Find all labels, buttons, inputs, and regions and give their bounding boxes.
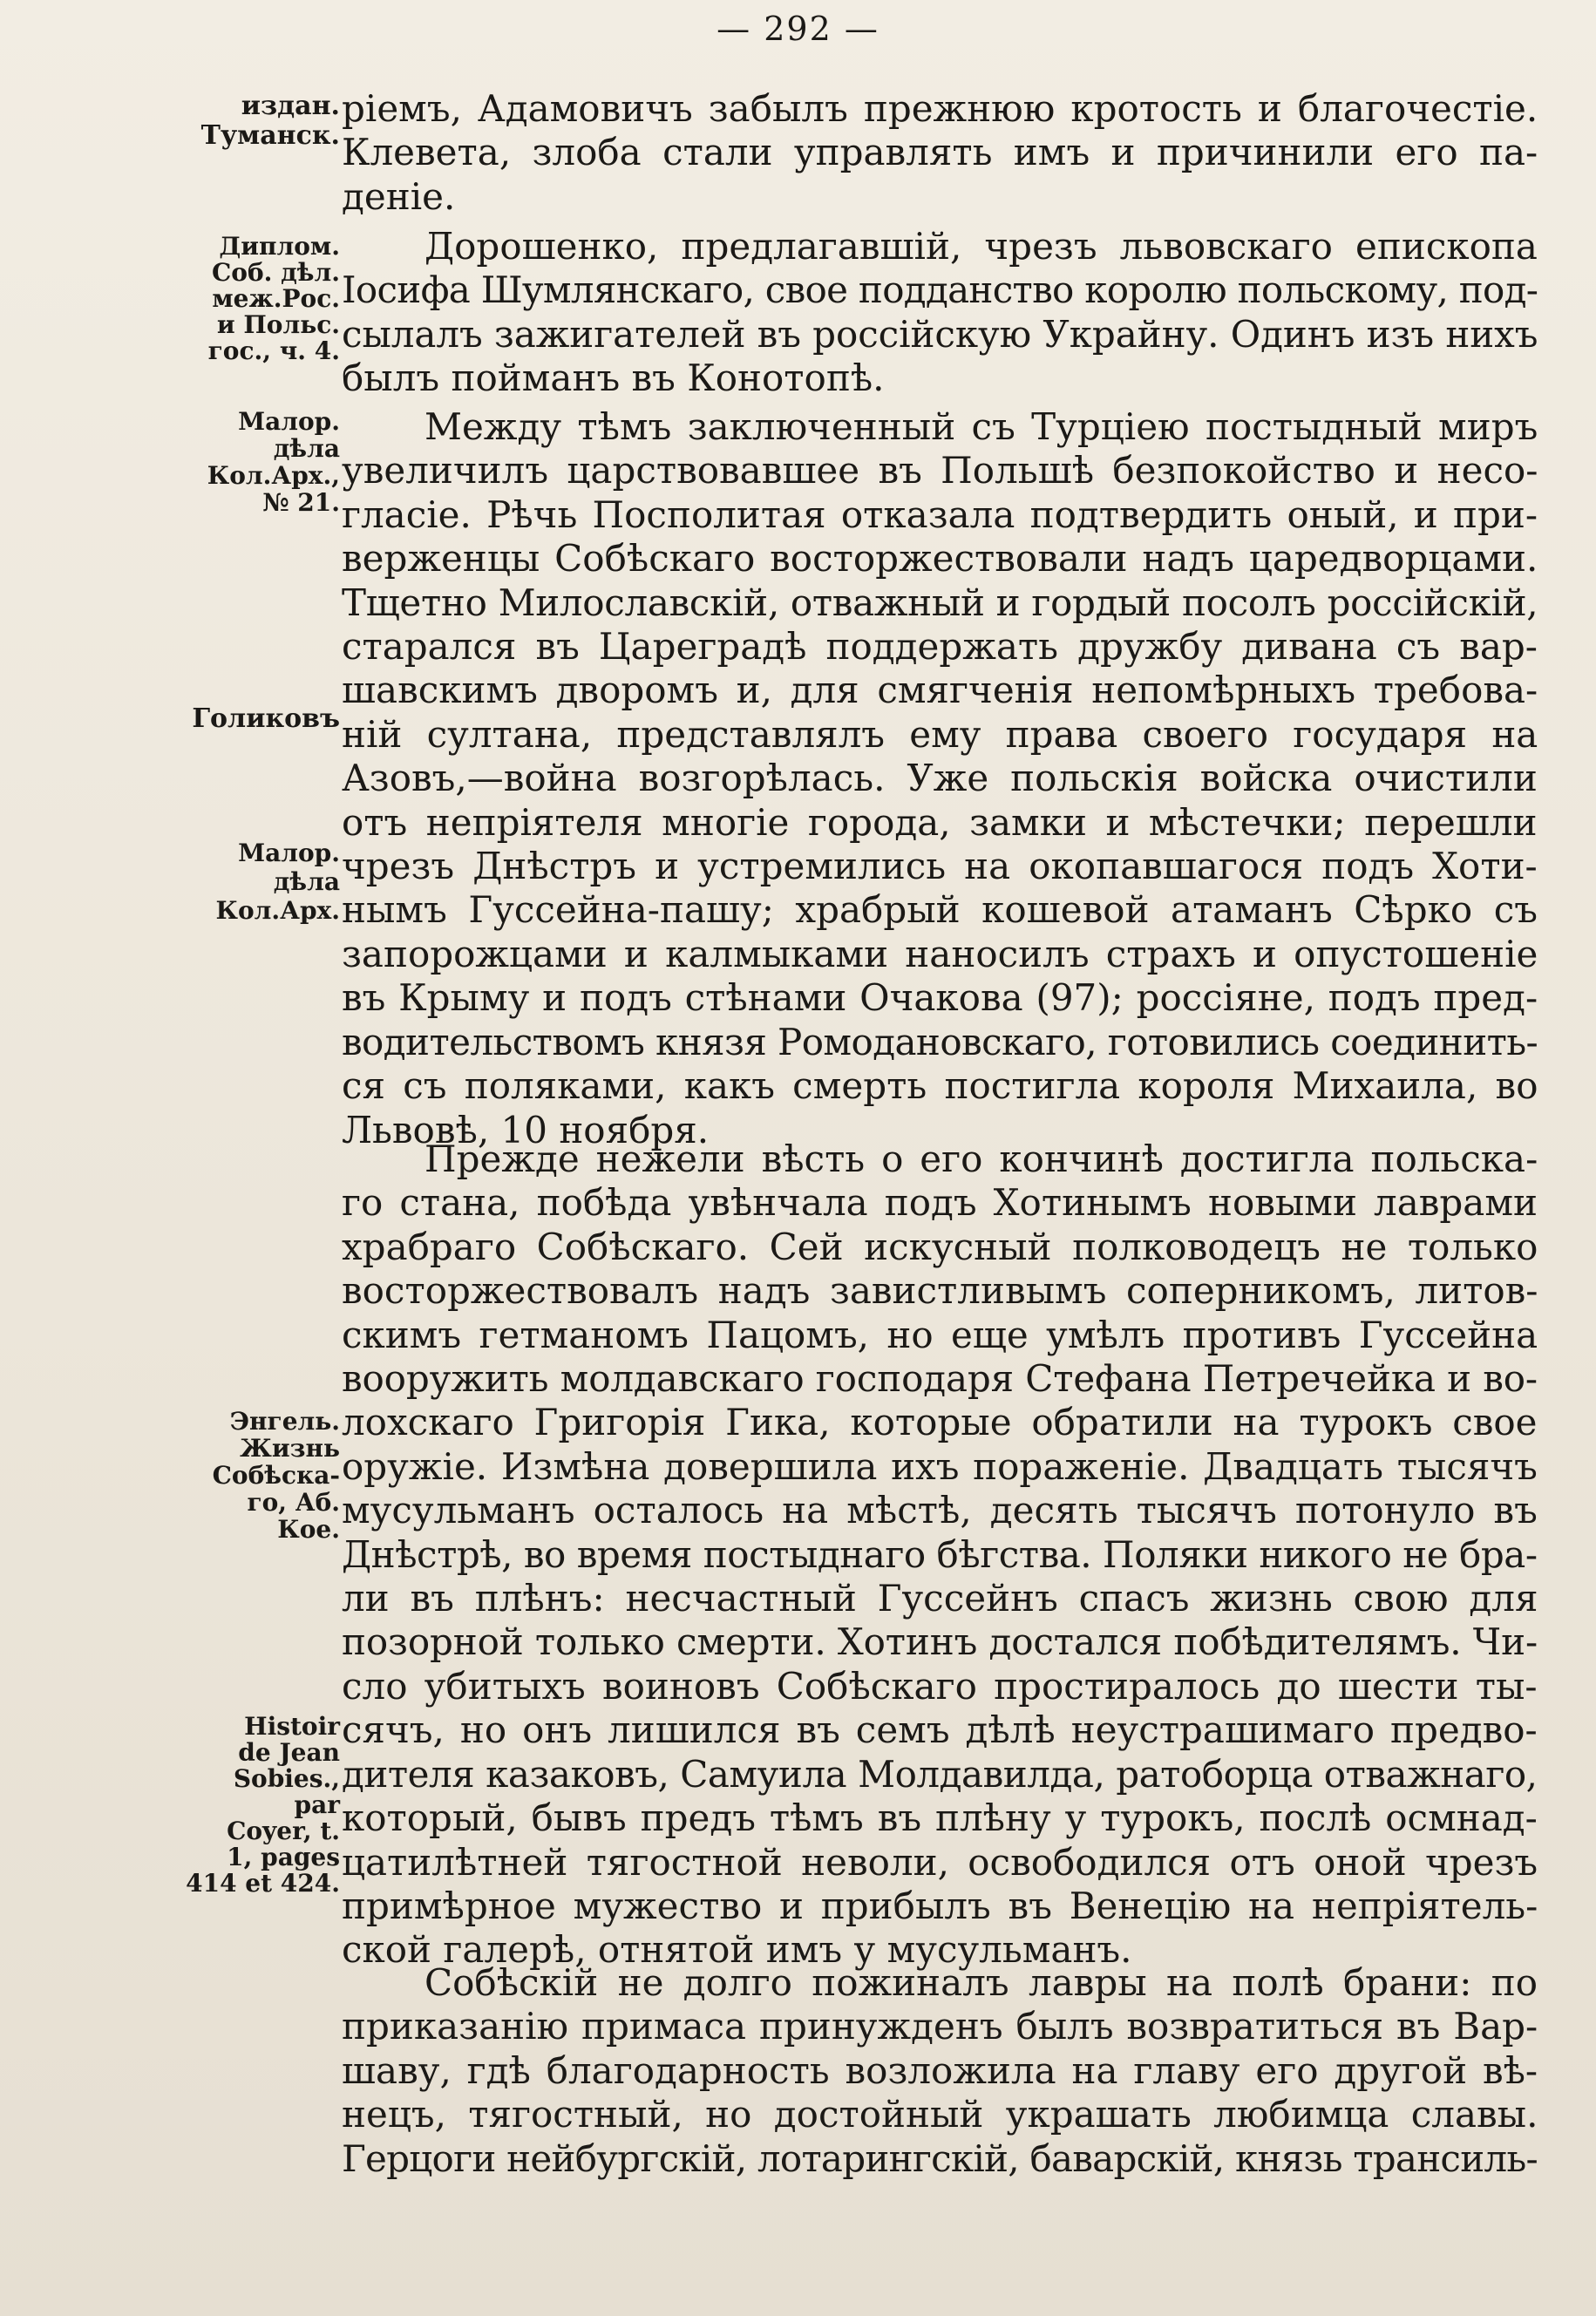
margin-note-engel: Энгель. Жизнь Собѣска- го, Аб. Кое. [212, 1407, 340, 1544]
paragraph-3 [342, 405, 1538, 1152]
text-line: шавскимъ дворомъ и, для смягченія непомѣрныхъ требова- [342, 669, 1538, 712]
paragraph-4 [342, 1138, 1538, 1973]
text-line: ріемъ, Адамовичъ забылъ прежнюю кротость и благочестіе. [342, 87, 1538, 130]
text-line: вооружить молдавскаго господаря Стефана Петречейка и во- [342, 1357, 1538, 1401]
text-line: го стана, побѣда увѣнчала подъ Хотинымъ новыми лаврами [342, 1181, 1538, 1225]
text-line: нымъ Гуссейна-пашу; храбрый кошевой атаманъ Сѣрко съ [342, 888, 1538, 932]
text-line: ній султана, представлялъ ему права своего государя на [342, 712, 1538, 756]
text-line: деніе. [342, 174, 456, 218]
margin-note-histoir: Histoir de Jean Sobies., par Coyer, t. 1, pages 414 et 424. [186, 1712, 340, 1898]
text-line: Іосифа Шумлянскаго, свое подданство королю польскому, под- [342, 268, 1538, 312]
text-line: ли въ плѣнъ: несчастный Гуссейнъ спасъ жизнь свою для [342, 1577, 1538, 1620]
margin-note-malor-21: Малор. дѣла Кол.Арх., № 21. [207, 407, 340, 517]
margin-note-diplom: Диплом. Соб. дѣл. меж.Рос. и Польс. гос., ч. 4. [207, 232, 340, 365]
text-line: цатилѣтней тягостной неволи, освободился отъ оной чрезъ [342, 1840, 1538, 1884]
text-line: шаву, гдѣ благодарность возложила на главу его другой вѣ- [342, 2048, 1538, 2092]
text-line: храбраго Собѣскаго. Сей искусный полководецъ не только [342, 1225, 1538, 1268]
text-line: отъ непріятеля многіе города, замки и мѣстечки; перешли [342, 800, 1538, 844]
text-line: ской галерѣ, отнятой имъ у мусульманъ. [342, 1928, 1132, 1972]
text-line: Тщетно Милославскій, отважный и гордый посолъ россійскій, [342, 581, 1538, 624]
text-line: дителя казаковъ, Самуила Молдавилда, ратоборца отважнаго, [342, 1752, 1538, 1796]
text-line: верженцы Собѣскаго восторжествовали надъ царедворцами. [342, 537, 1538, 581]
text-line: запорожцами и калмыками наносилъ страхъ и опустошеніе [342, 932, 1538, 975]
text-line: Азовъ,—война возгорѣлась. Уже польскія войска очистили [342, 757, 1538, 800]
text-line: сылалъ зажигателей въ россійскую Украйну. Одинъ изъ нихъ [342, 312, 1538, 356]
text-line: Между тѣмъ заключенный съ Турціею постыдный миръ [424, 405, 1538, 448]
margin-note-tumansk: издан. Туманск. [200, 91, 340, 151]
text-line: гласіе. Рѣчь Посполитая отказала подтвердить оный, и при- [342, 492, 1538, 536]
margin-note-golikov: Голиковъ [192, 703, 340, 734]
text-line: сячъ, но онъ лишился въ семъ дѣлѣ неустрашимаго предво- [342, 1708, 1538, 1752]
text-line: который, бывъ предъ тѣмъ въ плѣну у турокъ, послѣ осмнад- [342, 1796, 1538, 1840]
text-line: Клевета, злоба стали управлять имъ и причинили его па- [342, 131, 1538, 174]
text-line: нецъ, тягостный, но достойный украшать любимца славы. [342, 2093, 1538, 2136]
text-line: Днѣстрѣ, во время постыднаго бѣгства. Поляки никого не бра- [342, 1532, 1538, 1576]
text-line: сло убитыхъ воиновъ Собѣскаго простиралось до шести ты- [342, 1664, 1538, 1708]
text-line: въ Крыму и подъ стѣнами Очакова (97); россіяне, подъ пред- [342, 976, 1538, 1020]
page-number: — 292 — [717, 10, 879, 48]
text-line: ся съ поляками, какъ смерть постигла короля Михаила, во [342, 1064, 1538, 1108]
text-line: мусульманъ осталось на мѣстѣ, десять тысячъ потонуло въ [342, 1489, 1538, 1532]
text-line: Львовѣ, 10 ноября. [342, 1108, 710, 1151]
text-line: увеличилъ царствовавшее въ Польшѣ безпокойство и несо- [342, 449, 1538, 492]
text-line: позорной только смерти. Хотинъ достался побѣдителямъ. Чи- [342, 1620, 1538, 1664]
text-line: лохскаго Григорія Гика, которые обратили на турокъ свое [342, 1401, 1538, 1444]
text-line: Собѣскій не долго пожиналъ лавры на полѣ брани: по [424, 1961, 1538, 2004]
paragraph-5 [342, 1961, 1538, 2181]
text-line: скимъ гетманомъ Пацомъ, но еще умѣлъ противъ Гуссейна [342, 1313, 1538, 1356]
text-line: примѣрное мужество и прибылъ въ Венецію на непріятель- [342, 1884, 1538, 1927]
text-line: водительствомъ князя Ромодановскаго, готовились соединить- [342, 1020, 1538, 1063]
text-line: чрезъ Днѣстръ и устремились на окопавшагося подъ Хоти- [342, 845, 1538, 888]
text-line: старался въ Цареградѣ поддержать дружбу дивана съ вар- [342, 625, 1538, 669]
text-line: Герцоги нейбургскій, лотарингскій, баварскій, князь трансиль- [342, 2136, 1538, 2180]
text-line: былъ пойманъ въ Конотопѣ. [342, 357, 885, 400]
text-line: оружіе. Измѣна довершила ихъ пораженіе. Двадцать тысячъ [342, 1444, 1538, 1488]
paragraph-1 [342, 87, 1538, 219]
margin-note-malor: Малор. дѣла Кол.Арх. [215, 839, 340, 925]
text-line: восторжествовалъ надъ завистливымъ соперникомъ, литов- [342, 1269, 1538, 1313]
text-line: Прежде нежели вѣсть о его кончинѣ достигла польска- [424, 1138, 1538, 1180]
text-line: приказанію примаса принужденъ былъ возвратиться въ Вар- [342, 2005, 1538, 2048]
paragraph-2 [342, 225, 1538, 401]
text-line: Дорошенко, предлагавшій, чрезъ львовскаго епископа [424, 225, 1538, 268]
